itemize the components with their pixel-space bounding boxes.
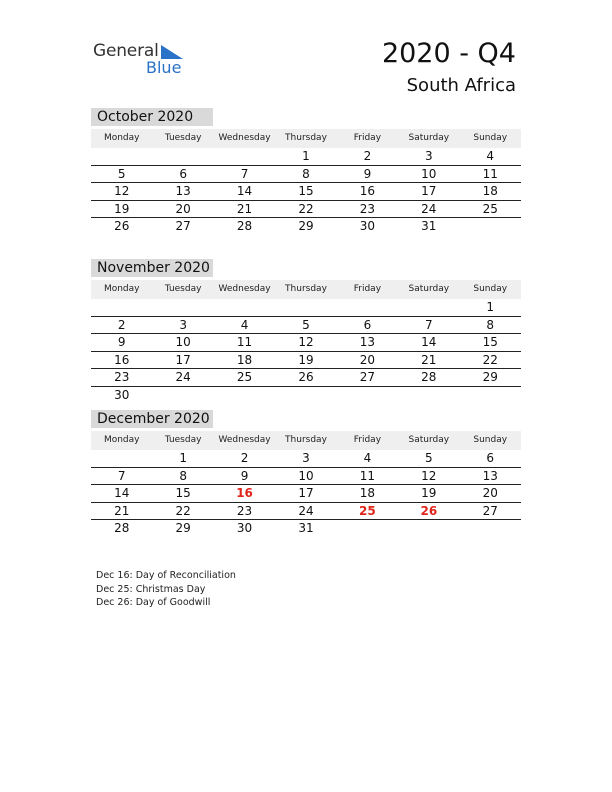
month-title: December 2020 bbox=[91, 410, 213, 428]
week-row bbox=[91, 387, 521, 404]
weekday-label: Sunday bbox=[473, 284, 508, 294]
weekday-label: Thursday bbox=[285, 435, 327, 445]
day-cell: 5 bbox=[117, 166, 126, 181]
day-cell bbox=[337, 387, 398, 404]
week-row bbox=[91, 183, 521, 201]
day-cell bbox=[152, 387, 213, 404]
day-cell bbox=[460, 520, 521, 537]
day-cell: 10 bbox=[421, 166, 437, 181]
day-cell: 5 bbox=[302, 317, 310, 332]
day-cell: 3 bbox=[425, 149, 433, 163]
day-cell bbox=[214, 148, 275, 165]
day-cell: 18 bbox=[236, 352, 253, 367]
day-cell: 25 bbox=[236, 370, 253, 384]
day-cell: 19 bbox=[114, 201, 130, 216]
day-cell bbox=[337, 520, 398, 537]
day-cell: 18 bbox=[359, 486, 376, 500]
day-cell: 14 bbox=[236, 184, 253, 198]
day-cell: 23 bbox=[359, 201, 376, 216]
day-cell: 13 bbox=[359, 335, 376, 349]
day-cell: 7 bbox=[117, 468, 126, 483]
day-cell: 5 bbox=[425, 451, 433, 465]
day-cell: 23 bbox=[236, 503, 253, 518]
week-row bbox=[91, 503, 521, 521]
day-cell: 6 bbox=[179, 166, 187, 181]
day-cell bbox=[460, 387, 521, 404]
day-cell: 9 bbox=[117, 335, 126, 349]
day-cell: 29 bbox=[298, 219, 314, 233]
day-cell: 28 bbox=[114, 521, 130, 535]
day-cell: 21 bbox=[421, 352, 437, 367]
day-cell: 29 bbox=[175, 521, 191, 535]
day-cell bbox=[91, 148, 152, 165]
month-title: November 2020 bbox=[91, 259, 213, 277]
weekday-label: Tuesday bbox=[164, 284, 202, 294]
day-cell bbox=[460, 218, 521, 235]
day-cell: 28 bbox=[236, 219, 253, 233]
day-cell bbox=[275, 299, 336, 316]
day-cell: 24 bbox=[298, 503, 314, 518]
day-cell: 8 bbox=[179, 468, 187, 483]
weekday-label: Friday bbox=[353, 133, 382, 143]
weekday-label: Thursday bbox=[285, 284, 327, 294]
day-cell: 8 bbox=[302, 166, 310, 181]
day-cell: 30 bbox=[236, 521, 253, 535]
day-cell: 15 bbox=[298, 184, 314, 198]
day-cell: 2 bbox=[117, 317, 126, 332]
holiday-notes bbox=[96, 569, 236, 610]
day-cell: 14 bbox=[114, 486, 130, 500]
weekday-header-row bbox=[91, 431, 521, 450]
weekday-label: Wednesday bbox=[218, 133, 271, 143]
day-cell: 11 bbox=[236, 335, 253, 349]
weekday-label: Monday bbox=[103, 133, 140, 143]
day-cell: 22 bbox=[298, 201, 314, 216]
day-cell: 19 bbox=[421, 486, 437, 500]
day-cell bbox=[152, 148, 213, 165]
weekday-label: Tuesday bbox=[164, 435, 202, 445]
weekday-label: Saturday bbox=[408, 133, 450, 143]
week-row bbox=[91, 201, 521, 219]
month-title: October 2020 bbox=[91, 108, 213, 126]
day-cell: 27 bbox=[482, 503, 498, 518]
logo bbox=[93, 41, 193, 77]
day-cell bbox=[398, 520, 459, 537]
week-row bbox=[91, 520, 521, 537]
weekday-label: Wednesday bbox=[218, 435, 271, 445]
country-name: South Africa bbox=[406, 75, 516, 96]
weekday-label: Saturday bbox=[408, 435, 450, 445]
day-cell: 24 bbox=[421, 201, 437, 216]
day-cell: 25 bbox=[359, 503, 376, 518]
day-cell: 21 bbox=[236, 201, 253, 216]
day-cell bbox=[337, 299, 398, 316]
day-cell: 7 bbox=[240, 166, 249, 181]
day-cell: 26 bbox=[114, 219, 130, 233]
day-cell: 22 bbox=[482, 352, 498, 367]
week-row bbox=[91, 148, 521, 166]
day-cell: 8 bbox=[486, 317, 495, 332]
weekday-label: Saturday bbox=[408, 284, 450, 294]
page-title: 2020 - Q4 bbox=[381, 38, 516, 69]
weekday-label: Sunday bbox=[473, 133, 508, 143]
day-cell: 12 bbox=[114, 184, 130, 198]
day-cell bbox=[152, 299, 213, 316]
day-cell: 1 bbox=[179, 451, 187, 465]
day-cell: 18 bbox=[482, 184, 498, 198]
weekday-label: Friday bbox=[353, 435, 382, 445]
day-cell: 10 bbox=[175, 335, 191, 349]
day-cell: 26 bbox=[298, 370, 314, 384]
day-cell: 27 bbox=[175, 219, 191, 233]
day-cell bbox=[91, 299, 152, 316]
day-cell: 14 bbox=[421, 335, 437, 349]
day-cell: 2 bbox=[240, 451, 249, 465]
day-cell: 24 bbox=[175, 370, 191, 384]
day-cell: 9 bbox=[363, 166, 372, 181]
day-cell bbox=[214, 299, 275, 316]
day-cell: 17 bbox=[175, 352, 191, 367]
day-cell: 17 bbox=[298, 486, 314, 500]
day-cell: 26 bbox=[420, 503, 438, 518]
day-cell: 16 bbox=[236, 486, 253, 500]
day-cell: 16 bbox=[114, 352, 130, 367]
week-row bbox=[91, 468, 521, 486]
day-cell: 4 bbox=[363, 451, 372, 465]
day-cell bbox=[398, 299, 459, 316]
holiday-note: Dec 25: Christmas Day bbox=[96, 583, 206, 595]
day-cell: 27 bbox=[359, 370, 376, 384]
day-cell: 12 bbox=[298, 335, 314, 349]
day-cell: 6 bbox=[363, 317, 372, 332]
logo-blue-text: Blue bbox=[146, 58, 182, 77]
month-november bbox=[91, 259, 521, 403]
day-cell: 15 bbox=[482, 335, 498, 349]
day-cell: 30 bbox=[114, 387, 130, 402]
day-cell: 9 bbox=[240, 468, 249, 483]
day-cell: 1 bbox=[302, 149, 310, 163]
day-cell: 2 bbox=[363, 149, 372, 163]
weekday-label: Monday bbox=[103, 435, 140, 445]
day-cell: 31 bbox=[298, 521, 314, 535]
weekday-header-row bbox=[91, 280, 521, 299]
weekday-label: Monday bbox=[103, 284, 140, 294]
week-row bbox=[91, 166, 521, 184]
day-cell: 7 bbox=[425, 317, 433, 332]
day-cell: 20 bbox=[359, 352, 376, 367]
day-cell: 11 bbox=[359, 468, 376, 483]
day-cell bbox=[398, 387, 459, 404]
day-cell: 11 bbox=[482, 166, 498, 181]
logo-general-text: General bbox=[93, 41, 159, 61]
weekday-label: Friday bbox=[353, 284, 382, 294]
week-row bbox=[91, 317, 521, 335]
day-cell: 20 bbox=[482, 486, 498, 500]
day-cell: 1 bbox=[486, 300, 495, 314]
day-cell bbox=[91, 450, 152, 467]
day-cell: 10 bbox=[298, 468, 314, 483]
day-cell: 3 bbox=[179, 317, 187, 332]
week-row bbox=[91, 334, 521, 352]
day-cell: 21 bbox=[114, 503, 130, 518]
day-cell: 23 bbox=[114, 370, 130, 384]
holiday-note: Dec 16: Day of Reconciliation bbox=[96, 570, 236, 581]
holiday-note: Dec 26: Day of Goodwill bbox=[96, 597, 211, 608]
day-cell: 17 bbox=[421, 184, 437, 198]
day-cell: 12 bbox=[421, 468, 437, 483]
week-row bbox=[91, 352, 521, 370]
week-row bbox=[91, 485, 521, 503]
weekday-header-row bbox=[91, 129, 521, 148]
weekday-label: Tuesday bbox=[164, 133, 202, 143]
week-row bbox=[91, 369, 521, 387]
day-cell: 3 bbox=[302, 451, 310, 465]
day-cell: 13 bbox=[175, 184, 191, 198]
day-cell: 25 bbox=[482, 201, 498, 216]
weekday-label: Wednesday bbox=[218, 284, 271, 294]
day-cell: 13 bbox=[482, 468, 498, 483]
day-cell: 28 bbox=[421, 370, 437, 384]
month-october bbox=[91, 108, 521, 235]
day-cell: 6 bbox=[486, 451, 495, 465]
day-cell: 30 bbox=[359, 219, 376, 233]
week-row bbox=[91, 299, 521, 317]
week-row bbox=[91, 450, 521, 468]
day-cell: 31 bbox=[421, 219, 437, 233]
day-cell: 29 bbox=[482, 370, 498, 384]
day-cell: 15 bbox=[175, 486, 191, 500]
day-cell: 16 bbox=[359, 184, 376, 198]
day-cell: 20 bbox=[175, 201, 191, 216]
week-row bbox=[91, 218, 521, 235]
day-cell: 4 bbox=[486, 149, 495, 163]
day-cell bbox=[275, 387, 336, 404]
day-cell bbox=[214, 387, 275, 404]
month-december bbox=[91, 410, 521, 537]
weekday-label: Thursday bbox=[285, 133, 327, 143]
weekday-label: Sunday bbox=[473, 435, 508, 445]
day-cell: 4 bbox=[240, 317, 249, 332]
day-cell: 22 bbox=[175, 503, 191, 518]
day-cell: 19 bbox=[298, 352, 314, 367]
